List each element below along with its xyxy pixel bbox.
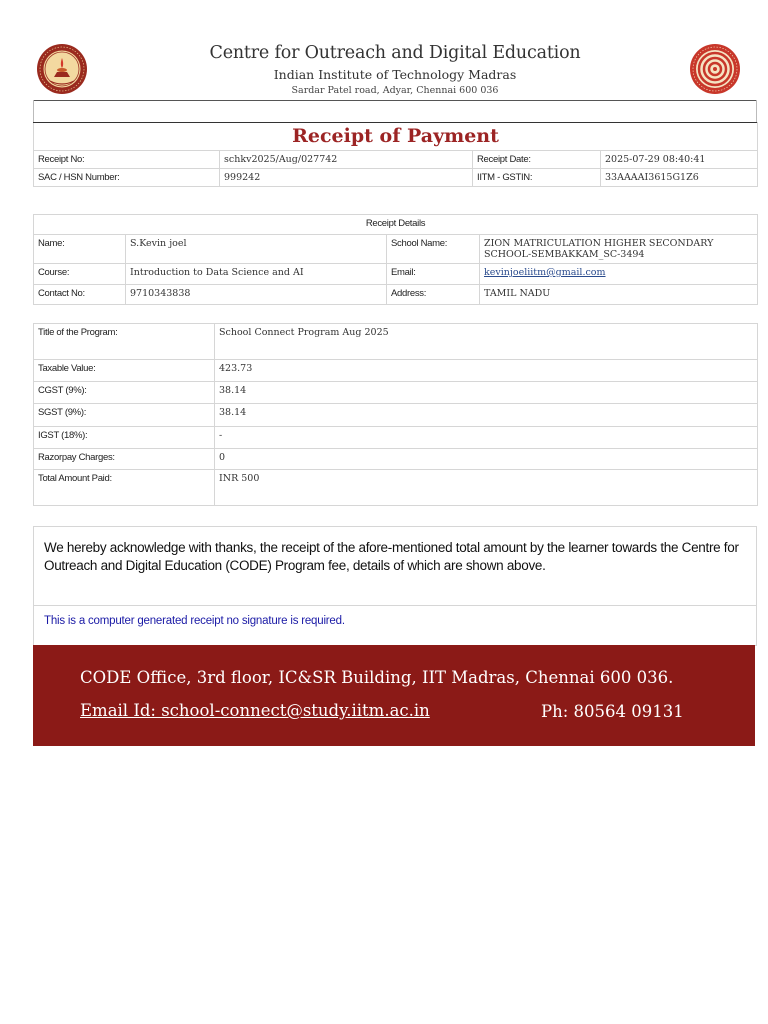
acknowledgement-text: We hereby acknowledge with thanks, the receipt of the afore-mentioned total amount by the learner towards the Centre for Outreach and Digital Education (CODE) Program fee, details of which are shown above.: [33, 526, 757, 606]
total-label: Total Amount Paid:: [34, 470, 215, 506]
course-label: Course:: [34, 264, 126, 285]
receipt-no-value: schkv2025/Aug/027742: [220, 151, 473, 169]
igst-label: IGST (18%):: [34, 427, 215, 449]
frame-right: [756, 100, 757, 122]
program-title-value: School Connect Program Aug 2025: [215, 324, 758, 360]
name-label: Name:: [34, 235, 126, 264]
cgst-label: CGST (9%):: [34, 382, 215, 404]
table-row: [34, 360, 758, 382]
institution-title: Centre for Outreach and Digital Education: [209, 43, 581, 63]
header-divider: [33, 100, 757, 101]
school-label: School Name:: [387, 235, 480, 264]
receipt-title: Receipt of Payment: [34, 123, 758, 151]
contact-value: 9710343838: [126, 285, 387, 305]
school-value: ZION MATRICULATION HIGHER SECONDARY SCHOOL-SEMBAKKAM_SC-3494: [480, 235, 758, 264]
taxable-label: Taxable Value:: [34, 360, 215, 382]
table-row: [34, 324, 758, 360]
institution-address: Sardar Patel road, Adyar, Chennai 600 036: [291, 85, 499, 96]
table-row: [34, 235, 758, 264]
footer-phone: Ph: 80564 09131: [541, 702, 684, 721]
receipt-date-value: 2025-07-29 08:40:41: [601, 151, 758, 169]
code-emblem-icon: [689, 43, 741, 95]
table-row: [34, 285, 758, 305]
razorpay-value: 0: [215, 449, 758, 470]
table-row: [34, 215, 758, 235]
details-heading: Receipt Details: [34, 215, 758, 235]
gstin-label: IITM - GSTIN:: [473, 169, 601, 187]
receipt-summary-table: [33, 122, 758, 187]
table-row: [34, 470, 758, 506]
table-row: [34, 151, 758, 169]
sac-label: SAC / HSN Number:: [34, 169, 220, 187]
sac-value: 999242: [220, 169, 473, 187]
cgst-value: 38.14: [215, 382, 758, 404]
footer-address: CODE Office, 3rd floor, IC&SR Building, IIT Madras, Chennai 600 036.: [80, 668, 674, 687]
receipt-details-table: [33, 214, 758, 305]
sgst-label: SGST (9%):: [34, 404, 215, 427]
receipt-date-label: Receipt Date:: [473, 151, 601, 169]
igst-value: -: [215, 427, 758, 449]
institution-subtitle: Indian Institute of Technology Madras: [273, 67, 517, 82]
table-row: [34, 264, 758, 285]
taxable-value: 423.73: [215, 360, 758, 382]
gstin-value: 33AAAAI3615G1Z6: [601, 169, 758, 187]
frame-left: [33, 100, 34, 122]
razorpay-label: Razorpay Charges:: [34, 449, 215, 470]
sgst-value: 38.14: [215, 404, 758, 427]
table-row: [34, 449, 758, 470]
program-title-label: Title of the Program:: [34, 324, 215, 360]
computer-generated-note: This is a computer generated receipt no signature is required.: [33, 606, 757, 646]
address-label: Address:: [387, 285, 480, 305]
contact-label: Contact No:: [34, 285, 126, 305]
email-label: Email:: [387, 264, 480, 285]
table-row: [34, 404, 758, 427]
receipt-no-label: Receipt No:: [34, 151, 220, 169]
table-row: [34, 382, 758, 404]
payment-breakdown-table: [33, 323, 758, 506]
address-value: TAMIL NADU: [480, 285, 758, 305]
email-link[interactable]: kevinjoeliitm@gmail.com: [484, 267, 606, 278]
table-row: [34, 427, 758, 449]
table-row: [34, 169, 758, 187]
footer-email-link[interactable]: Email Id: school-connect@study.iitm.ac.in: [80, 701, 430, 720]
name-value: S.Kevin joel: [126, 235, 387, 264]
footer-banner: [33, 645, 755, 746]
course-value: Introduction to Data Science and AI: [126, 264, 387, 285]
total-value: INR 500: [215, 470, 758, 506]
letterhead: [33, 40, 757, 100]
